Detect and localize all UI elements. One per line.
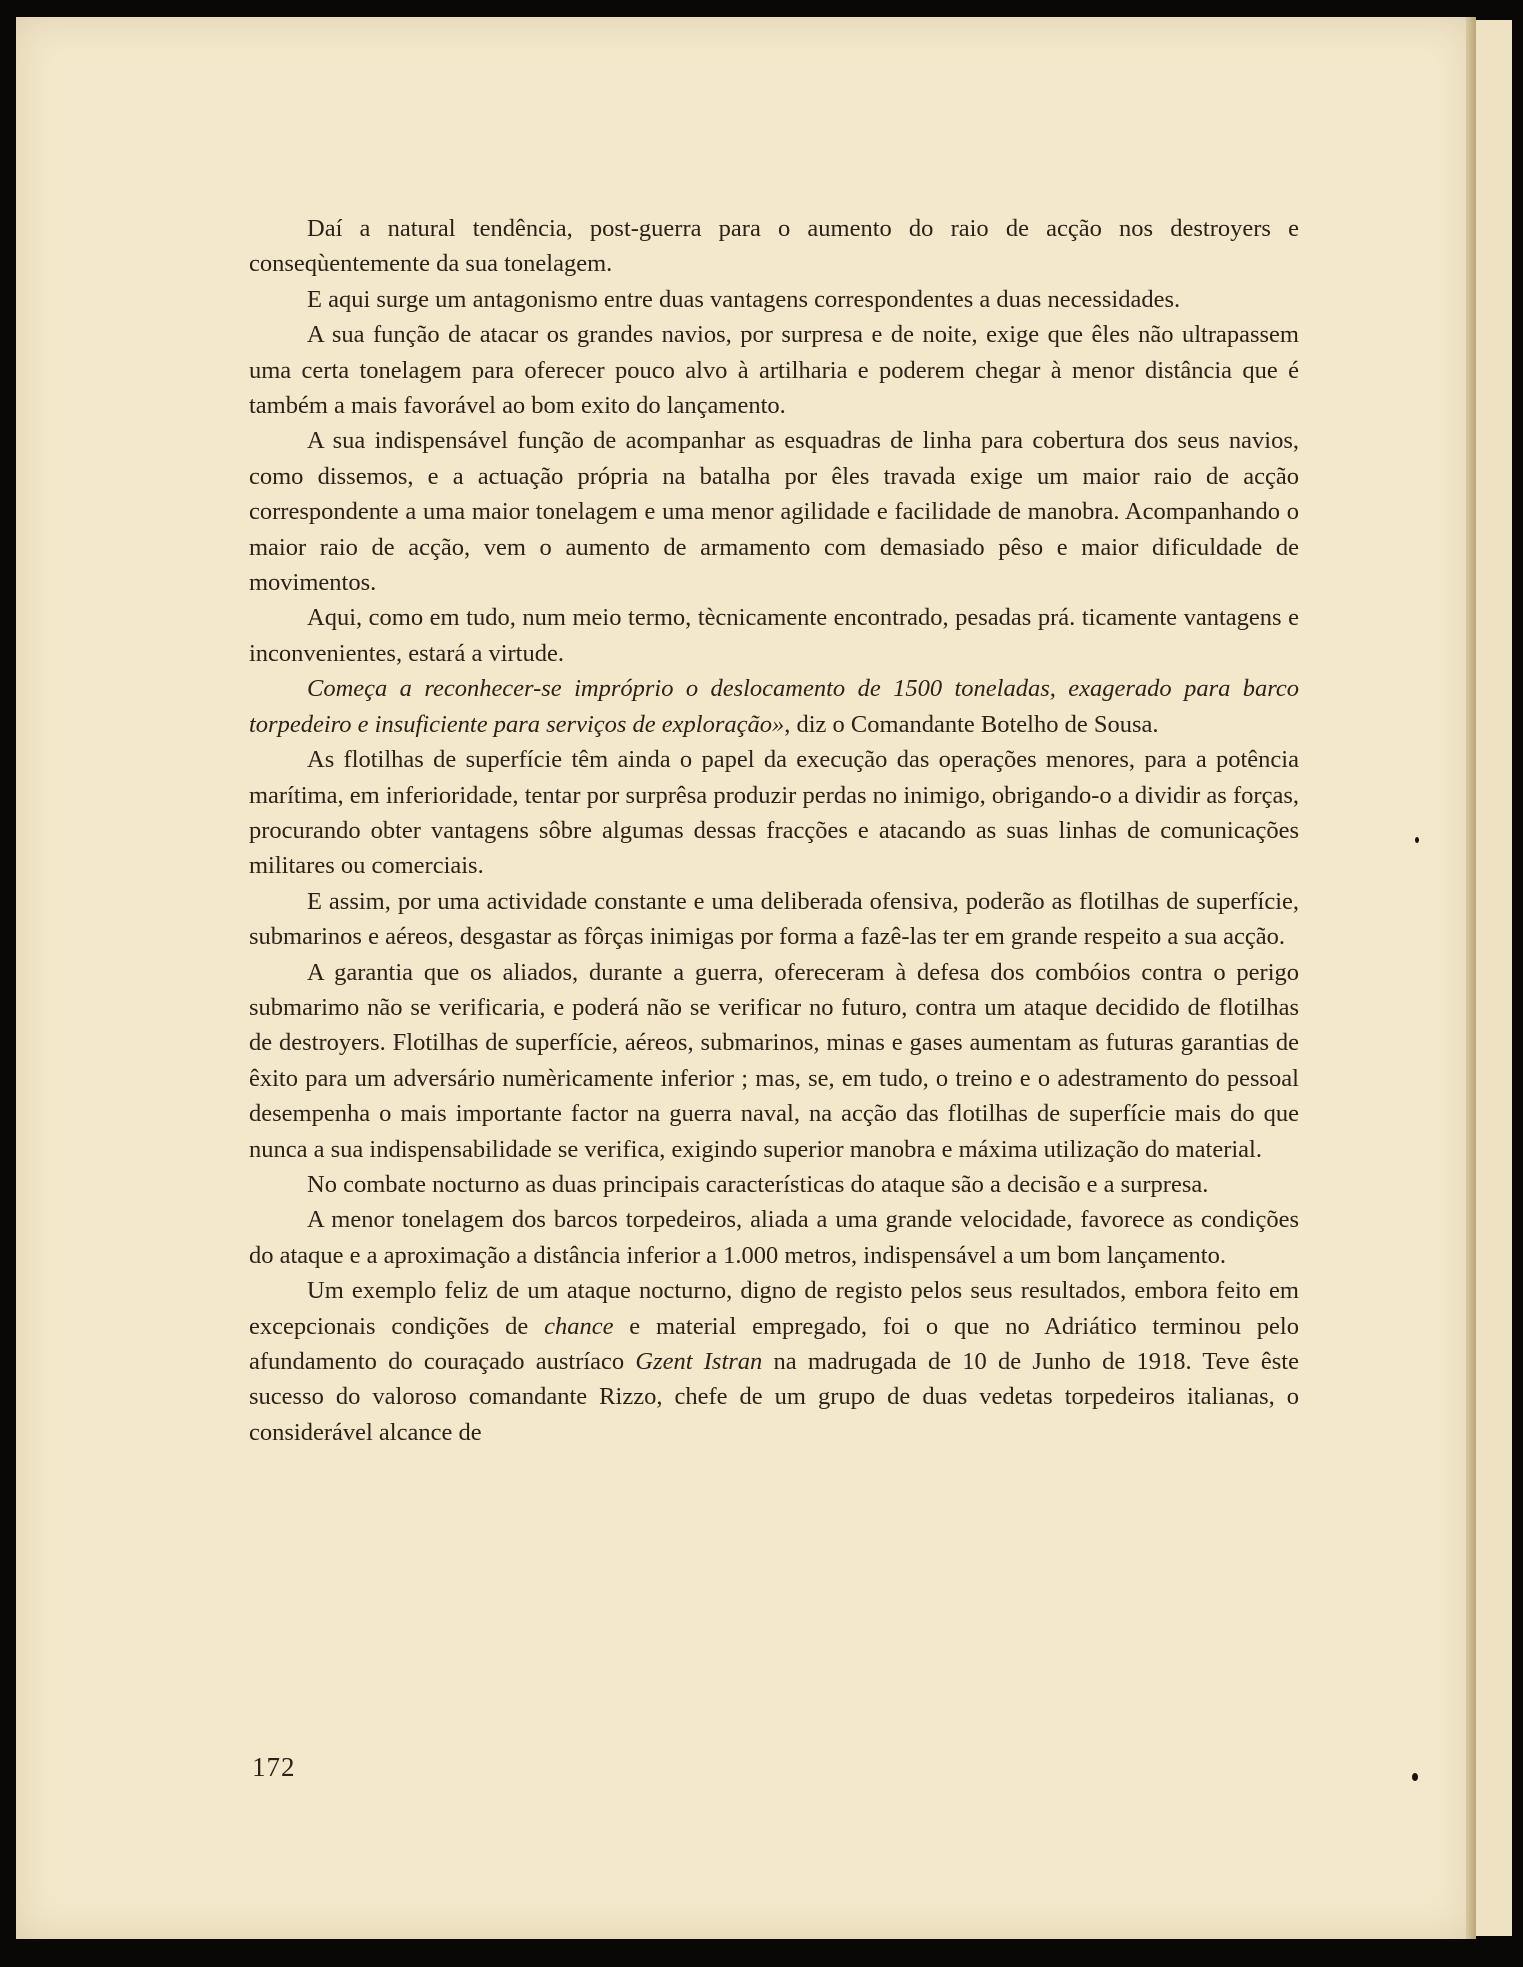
paragraph-text: Daí a natural tendência, post-guerra para o aumento do raio de acção nos destroyers e conseqùentemente da sua tonelagem. [249,215,1299,278]
paragraph [249,742,1299,884]
paragraph [249,423,1299,600]
paragraph-text: na madrugada de 10 de Junho de 1918. Teve êste sucesso do valoroso comandante Rizzo, chefe de um grupo de duas vedetas torpedeiros italianas, o considerável alcance de [249,1348,1299,1446]
paragraph [249,955,1299,1167]
ink-speck [1412,1773,1418,1781]
paragraph-text: E assim, por uma actividade constante e uma deliberada ofensiva, poderão as flotilhas de superfície, submarinos e aéreos, desgastar as fôrças inimigas por forma a fazê-las ter em grande respeito a sua acção. [249,887,1299,951]
page-number: 172 [252,1752,296,1782]
paragraph-text: No combate nocturno as duas principais características do ataque são a decisão e a surpresa. [307,1170,1209,1198]
paragraph [249,1202,1299,1273]
paragraph [249,282,1299,317]
paragraph-text: Um exemplo feliz de um ataque nocturno, digno de registo pelos seus resultados, embora feito em excepcionais condições de [249,1277,1299,1340]
paragraph [249,600,1299,671]
paragraph [249,1273,1299,1450]
paragraph-text: Aqui, como em tudo, num meio termo, tècnicamente encontrado, pesadas prá. ticamente vantagens e inconvenientes, estará a virtude. [249,604,1299,667]
paragraph [249,884,1299,955]
italic-term: chance [544,1312,614,1340]
paragraph-text: A sua função de atacar os grandes navios, por surpresa e de noite, exige que êles não ultrapassem uma certa tonelagem para oferecer pouco alvo à artilharia e poderem chegar à menor distância que é também a mais favorável ao bom exito do lançamento. [249,321,1299,420]
ink-speck [1415,837,1419,843]
paragraph [249,211,1299,282]
page-gutter-shadow [1466,17,1476,1939]
adjacent-page-edge [1476,20,1512,1936]
body-text [249,211,1299,1450]
italic-quote: Começa a reconhecer-se impróprio o deslocamento de 1500 toneladas, exagerado para barco torpedeiro e insuficiente para serviços de exploração» [249,675,1299,738]
paragraph-text: , diz o Comandante Botelho de Sousa. [784,710,1159,738]
paragraph [249,317,1299,423]
paragraph-text: A sua indispensável função de acompanhar as esquadras de linha para cobertura dos seus navios, como dissemos, e a actuação própria na batalha por êles travada exige um maior raio de acção correspondente a uma maior tonelagem e uma menor agilidade e facilidade de manobra. Acompanhando o maior raio de acção, vem o aumento de armamento com demasiado pêso e maior dificuldade de movimentos. [249,427,1299,597]
paragraph-text: e material empregado, foi o que no Adriático terminou pelo afundamento do couraçado austríaco [249,1312,1299,1375]
paragraph-text: A menor tonelagem dos barcos torpedeiros, aliada a uma grande velocidade, favorece as condições do ataque e a aproximação a distância inferior a 1.000 metros, indispensável a um bom lançamento. [249,1206,1299,1269]
italic-ship-name: Gzent Istran [635,1348,763,1375]
paragraph-text: A garantia que os aliados, durante a guerra, ofereceram à defesa dos combóios contra o perigo submarimo não se verificaria, e poderá não se verificar no futuro, contra um ataque decidido de flotilhas de destroyers. Flotilhas de superfície, aéreos, submarinos, minas e gases aumentam as futuras garantias de êxito para um adversário numèricamente inferior ; mas, se, em tudo, o treino e o adestramento do pessoal desempenha o mais importante factor na guerra naval, na acção das flotilhas de superfície mais do que nunca a sua indispensabilidade se verifica, exigindo superior manobra e máxima utilização do material. [249,958,1299,1163]
paragraph [249,1167,1299,1202]
paragraph-text: E aqui surge um antagonismo entre duas vantagens correspondentes a duas necessidades. [307,285,1181,313]
paragraph-quote [249,671,1299,742]
paragraph-text: As flotilhas de superfície têm ainda o papel da execução das operações menores, para a potência marítima, em inferioridade, tentar por surprêsa produzir perdas no inimigo, obrigando-o a dividir as forças, procurando obter vantagens sôbre algumas dessas fracções e atacando as suas linhas de comunicações militares ou comerciais. [249,746,1299,880]
